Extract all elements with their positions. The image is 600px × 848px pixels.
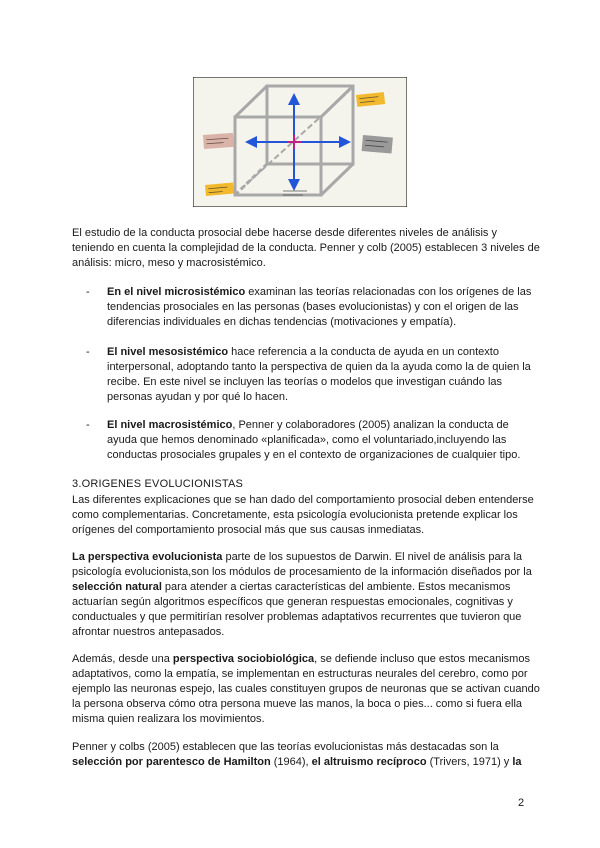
text-run: parte de los supuestos de Darwin. El nivel de análisis para la psicología evolucionista,son los módulos de procesamiento de la información diseñados por la <box>72 551 532 578</box>
text-run: (1964), <box>270 756 312 768</box>
bullet-text: hace referencia a la conducta de ayuda en un contexto interpersonal, adoptando tanto la perspectiva de quien da la ayuda como la de quien la recibe. En este nivel se incluyen las teorías o modelos que investigan cuándo las personas ayudan y por qué lo hacen. <box>107 346 531 403</box>
cube-diagram <box>193 77 407 207</box>
bullet-marker: - <box>86 286 90 298</box>
bullet-bold: En el nivel microsistémico <box>107 286 246 298</box>
bullet-marker: - <box>86 419 90 431</box>
bullet-marker: - <box>86 346 90 358</box>
bullet-macrosistemico <box>107 418 532 463</box>
paragraph-teorias-evolucionistas <box>72 740 542 770</box>
label-right <box>362 135 393 154</box>
bullet-mesosistemico <box>107 345 532 405</box>
page-number: 2 <box>518 797 525 809</box>
bold-term: la <box>512 756 522 768</box>
text-run: para atender a ciertas características del ambiente. Estos mecanismos actuarían según algoritmos específicos que generan respuestas emocionales, cognitivas y conductuales y que permitirían resolver problemas adaptativos recurrentes que tuvieron que afrontar nuestros antepasados. <box>72 581 522 638</box>
text-run: Penner y colbs (2005) establecen que las teorías evolucionistas más destacadas son la <box>72 741 499 753</box>
bullet-microsistemico <box>107 285 532 330</box>
cube-diagram-figure <box>193 77 407 207</box>
paragraph-perspectiva-evolucionista <box>72 550 542 640</box>
bold-term: selección natural <box>72 581 162 593</box>
label-left <box>203 133 234 149</box>
bold-term: La perspectiva evolucionista <box>72 551 223 563</box>
paragraph-complementarias: Las diferentes explicaciones que se han dado del comportamiento prosocial deben entenderse como complementarias. Concretamente, esta psicología evolucionista pretende explicar los orígenes del comportamiento prosocial más que sus causas inmediatas. <box>72 494 534 536</box>
bold-term: selección por parentesco de Hamilton <box>72 756 271 768</box>
bullet-text: , Penner y colaboradores (2005) analizan la conducta de ayuda que hemos denominado «planificada», como el voluntariado,incluyendo las conductas prosociales grupales y en el contexto de organizaciones de cualquier tipo. <box>107 419 521 461</box>
text-run: , se defiende incluso que estos mecanismos adaptativos, como la empatía, se implementan en estructuras neurales del cerebro, como por ejemplo las neuronas espejo, las cuales constituyen grupos de neuronas que se activan cuando la persona observa cómo otra persona mueve las manos, la boca o pies... como si fuera ella misma quien realizara los movimientos. <box>72 653 540 725</box>
bullet-bold: El nivel mesosistémico <box>107 346 229 358</box>
bold-term: perspectiva sociobiológica <box>172 653 315 665</box>
bullet-bold: El nivel macrosistémico <box>107 419 233 431</box>
bullet-text: examinan las teorías relacionadas con los orígenes de las tendencias prosociales en las personas (bases evolucionistas) y con el origen de las diferencias individuales en dichas tendencias (motivaciones y empatía). <box>107 286 532 328</box>
paragraph-sociobiologica <box>72 652 542 727</box>
section-heading: 3.ORIGENES EVOLUCIONISTAS <box>72 478 244 490</box>
bold-term: el altruismo recíproco <box>311 756 427 768</box>
intro-paragraph: El estudio de la conducta prosocial debe hacerse desde diferentes niveles de análisis y teniendo en cuenta la complejidad de la conducta. Penner y colb (2005) establecen 3 niveles de análisis: micro, meso y macrosistémico. <box>72 227 540 269</box>
text-run: Además, desde una <box>72 653 173 665</box>
text-run: (Trivers, 1971) y <box>426 756 513 768</box>
